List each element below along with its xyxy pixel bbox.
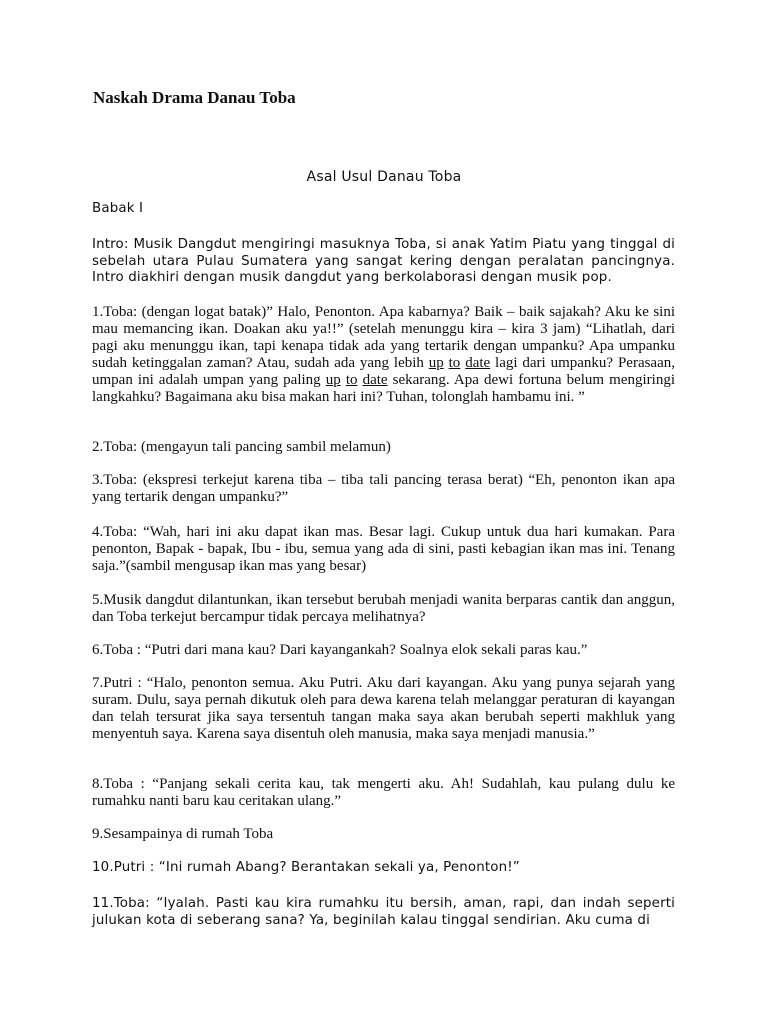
dialogue-paragraph-11: 11.Toba: “Iyalah. Pasti kau kira rumahku itu bersih, aman, rapi, dan indah seperti julukan kota di seberang sana? Ya, beginilah kalau tinggal sendirian. Aku cuma di [92, 896, 675, 928]
dialogue-paragraph-5: 5.Musik dangdut dilantunkan, ikan tersebut berubah menjadi wanita berparas cantik dan anggun, dan Toba terkejut bercampur tidak percaya melihatnya? [92, 592, 675, 625]
dialogue-paragraph-10: 10.Putri : “Ini rumah Abang? Berantakan sekali ya, Penonton!” [92, 860, 520, 875]
dialogue-paragraph-6: 6.Toba : “Putri dari mana kau? Dari kayangankah? Soalnya elok sekali paras kau.” [92, 642, 588, 658]
intro-paragraph: Intro: Musik Dangdut mengiringi masuknya Toba, si anak Yatim Piatu yang tinggal di sebelah utara Pulau Sumatera yang sangat kering dengan peralatan pancingnya. Intro diakhiri dengan musik dangdut yang berkolaborasi dengan musik pop. [92, 237, 675, 285]
dialogue-paragraph-1: 1.Toba: (dengan logat batak)” Halo, Penonton. Apa kabarnya? Baik – baik sajakah? Aku ke sini mau memancing ikan. Doakan aku ya!!” (setelah menunggu kira – kira 3 jam) “Lihatlah, dari pagi aku menunggu ikan, tapi kenapa tidak ada yang tertarik dengan umpanku? Apa umpanku sudah ketinggalan zaman? Atau, sudah ada yang lebih up to date lagi dari umpanku? Perasaan, umpan ini adalah umpan yang paling up to date sekarang. Apa dewi fortuna belum mengiringi langkahku? Bagaimana aku bisa makan hari ini? Tuhan, tolonglah hambamu ini. ” [92, 304, 676, 405]
dialogue-paragraph-3: 3.Toba: (ekspresi terkejut karena tiba – tiba tali pancing terasa berat) “Eh, penonton ikan apa yang tertarik dengan umpanku?” [92, 472, 675, 505]
dialogue-paragraph-7: 7.Putri : “Halo, penonton semua. Aku Putri. Aku dari kayangan. Aku yang punya sejarah yang suram. Dulu, saya pernah dikutuk oleh para dewa karena telah melanggar peraturan di kayangan dan telah tersurat jika saya tersentuh tangan maka saya akan berubah seperti makhluk yang menyentuh saya. Karena saya disentuh oleh manusia, maka saya menjadi manusia.” [92, 675, 675, 742]
dialogue-paragraph-8: 8.Toba : “Panjang sekali cerita kau, tak mengerti aku. Ah! Sudahlah, kau pulang dulu ke rumahku nanti baru kau ceritakan ulang.” [92, 776, 675, 809]
dialogue-paragraph-2: 2.Toba: (mengayun tali pancing sambil melamun) [92, 439, 391, 455]
document-title: Naskah Drama Danau Toba [93, 88, 296, 107]
dialogue-paragraph-4: 4.Toba: “Wah, hari ini aku dapat ikan mas. Besar lagi. Cukup untuk dua hari kumakan. Para penonton, Bapak - bapak, Ibu - ibu, semua yang ada di sini, pasti kebagian ikan mas ini. Tenang saja.”(sambil mengusap ikan mas yang besar) [92, 524, 675, 574]
document-subtitle: Asal Usul Danau Toba [306, 169, 462, 185]
act-heading: Babak I [92, 201, 144, 216]
dialogue-paragraph-9: 9.Sesampainya di rumah Toba [92, 826, 274, 842]
